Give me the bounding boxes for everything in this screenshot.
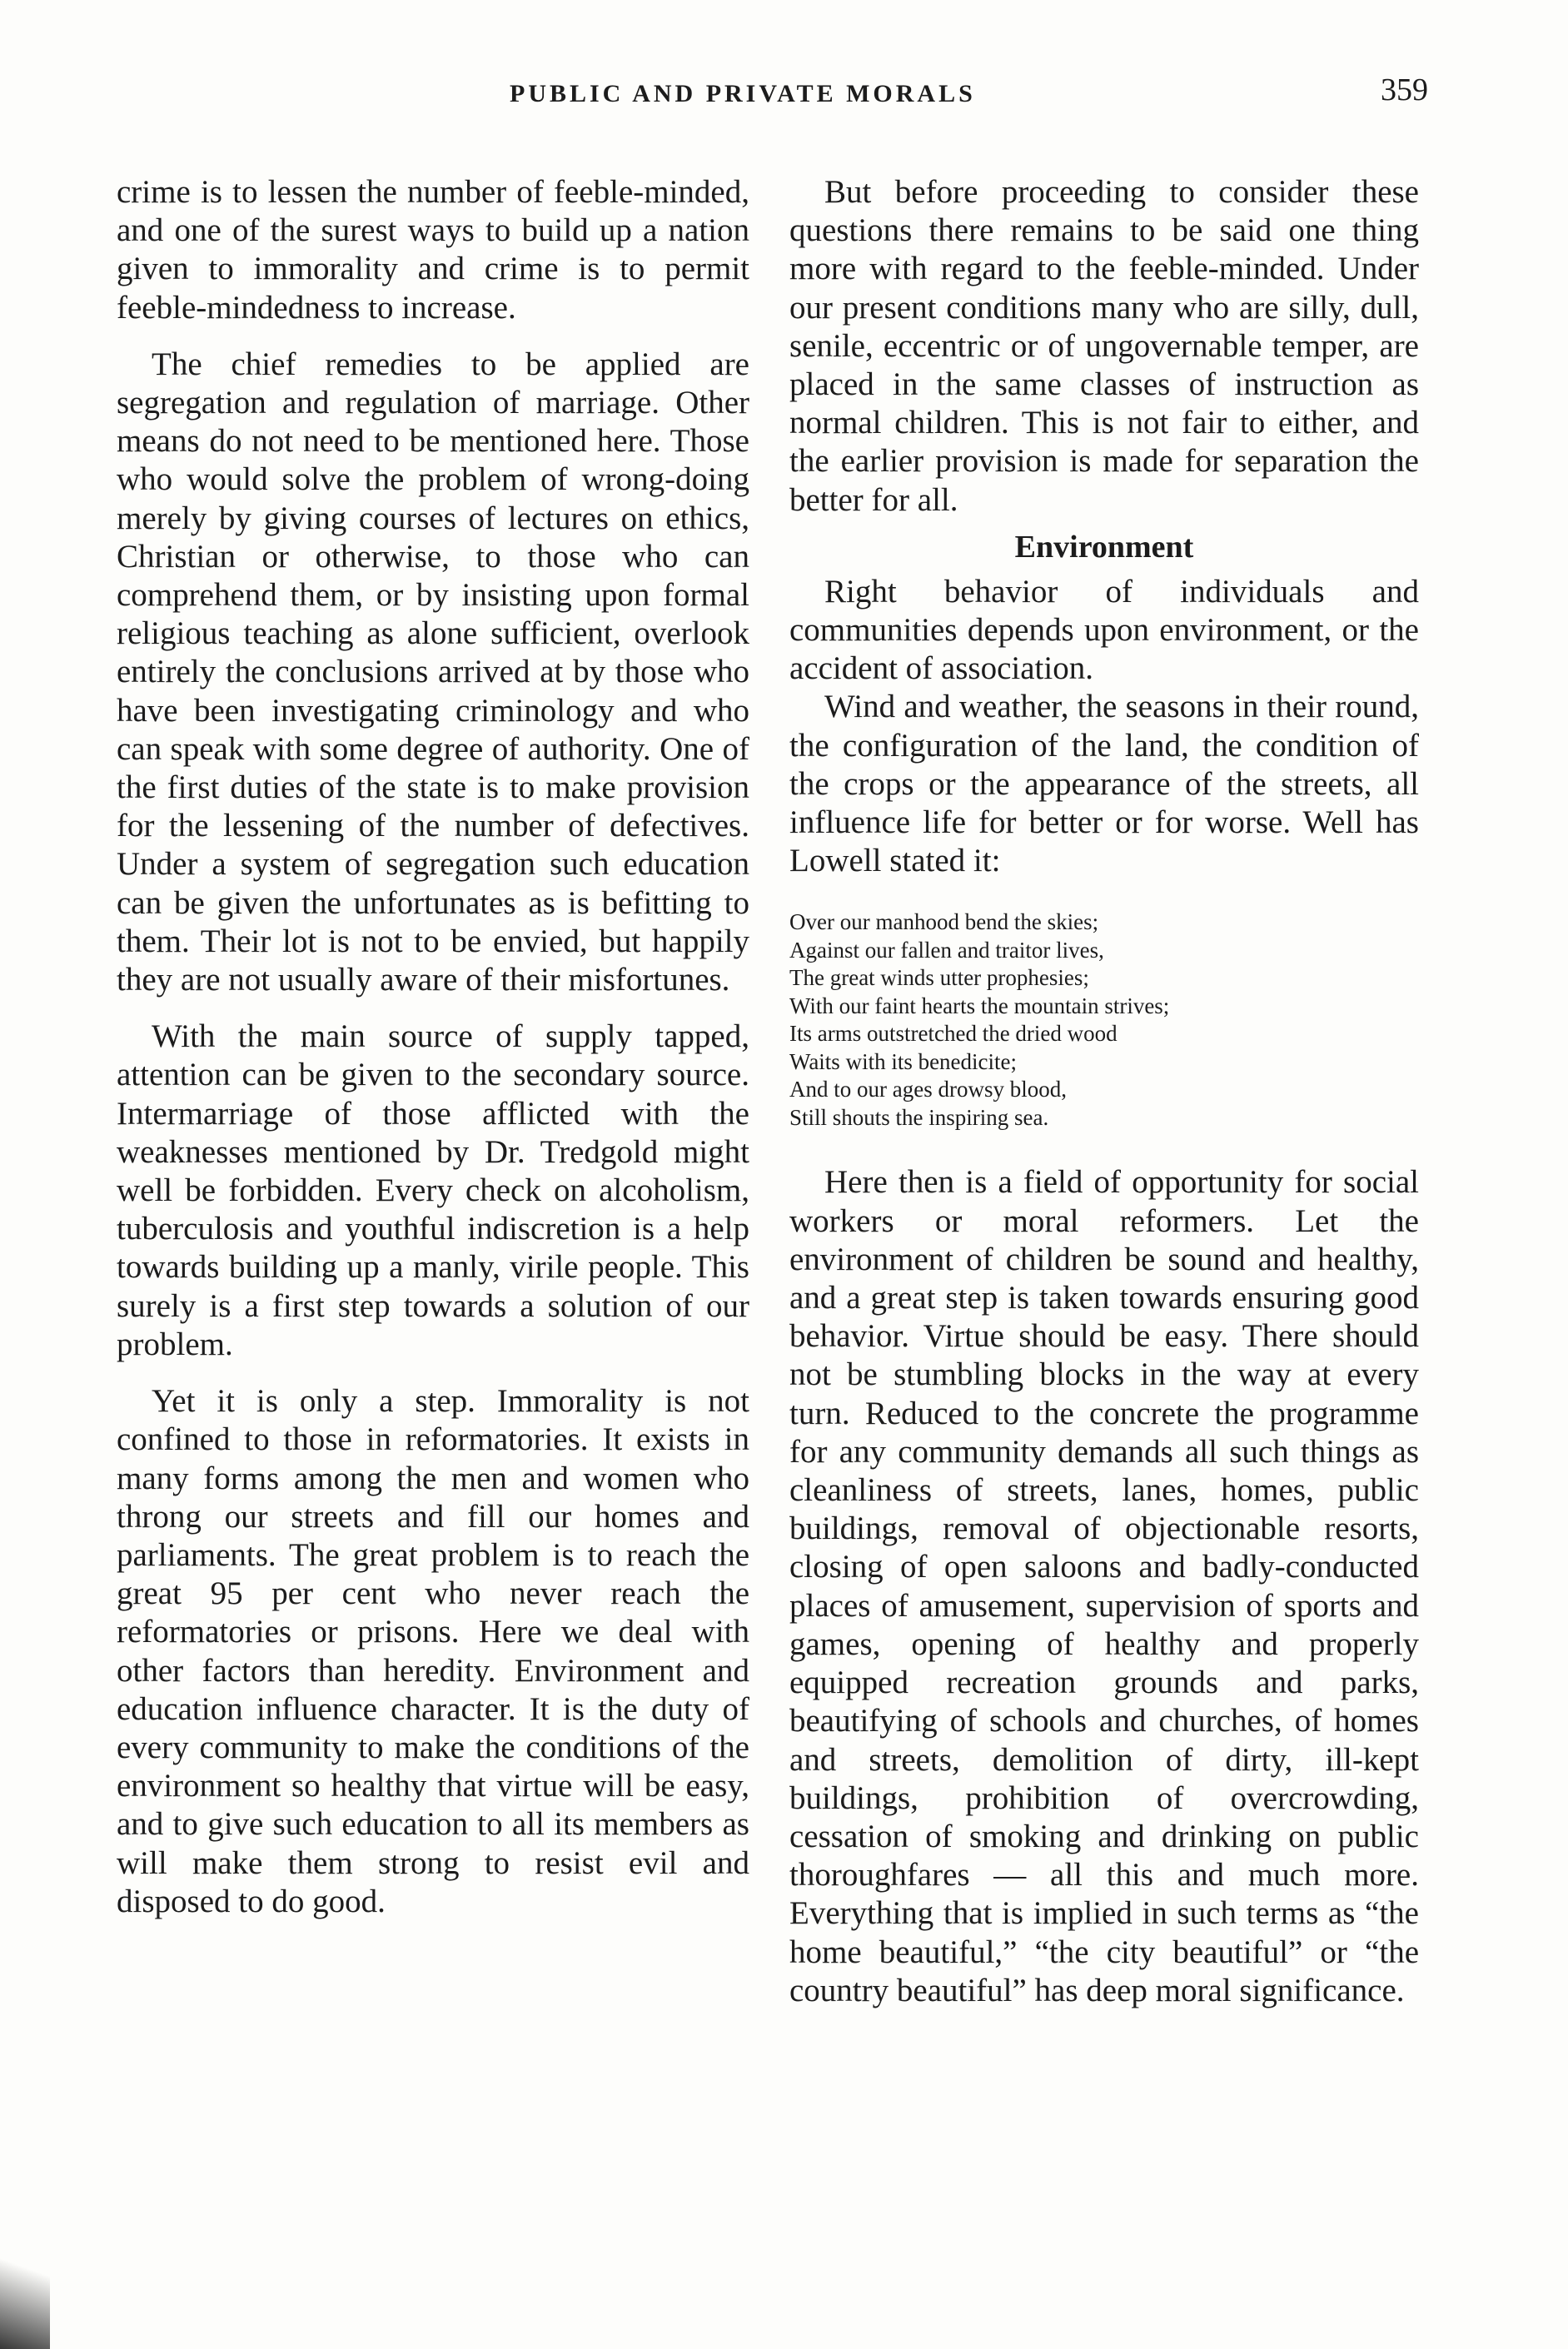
section-heading: Environment — [1014, 529, 1194, 565]
page-number: 359 — [1381, 72, 1428, 107]
poem-quote — [789, 908, 1419, 1132]
poem-line: Waits with its benedicite; — [789, 1048, 1018, 1074]
right-column — [789, 173, 1419, 2010]
poem-line: Over our manhood bend the skies; — [789, 909, 1099, 935]
poem-line: Still shouts the inspiring sea. — [789, 1104, 1049, 1130]
poem-line: Its arms outstretched the dried wood — [789, 1021, 1118, 1047]
poem-line: With our faint hearts the mountain strives; — [789, 993, 1170, 1018]
poem-line: The great winds utter prophesies; — [789, 965, 1089, 991]
paragraph: Here then is a field of opportunity for social workers or moral reformers. Let the environment of children be sound and healthy, and a great step is taken towards ensuring good behavior. Virtue should be easy. There should not be stumbling blocks in the way at every turn. Reduced to the concrete the programme for any community demands all such things as cleanliness of streets, lanes, homes, public buildings, removal of objectionable resorts, closing of open saloons and badly-conducted places of amusement, supervision of sports and games, opening of healthy and properly equipped recreation grounds and parks, beautifying of schools and churches, of homes and streets, demolition of dirty, ill-kept buildings, prohibition of overcrowding, cessation of smoking and drinking on public thoroughfares — all this and much more. Everything that is implied in such terms as “the home beautiful,” “the city beautiful” or “the country beautiful” has deep moral significance. — [789, 1164, 1419, 2008]
poem-line: Against our fallen and traitor lives, — [789, 937, 1104, 963]
poem-line: And to our ages drowsy blood, — [789, 1077, 1067, 1102]
paragraph: The chief remedies to be applied are segregation and regulation of marriage. Other means do not need to be mentioned here. Those who would solve the problem of wrong-doing merely by giving courses of lectures on ethics, Christian or otherwise, to those who can comprehend them, or by insisting upon formal religious teaching as alone sufficient, overlook entirely the conclusions arrived at by those who have been investigating criminology and who can speak with some degree of authority. One of the first duties of the state is to make provision for the lessening of the number of defectives. Under a system of segregation such education can be given the unfortunates as is befitting to them. Their lot is not to be envied, but happily they are not usually aware of their misfortunes. — [117, 346, 749, 998]
paragraph: Right behavior of individuals and communities depends upon environment, or the accident of association. — [789, 573, 1419, 687]
scan-edge-shadow — [0, 2216, 50, 2349]
left-column — [117, 173, 749, 1921]
running-title: PUBLIC AND PRIVATE MORALS — [510, 80, 976, 107]
paragraph: Yet it is only a step. Immorality is not confined to those in reformatories. It exists in many forms among the men and women who throng our streets and fill our homes and parliaments. The great problem is to reach the great 95 per cent who never reach the reformatories or prisons. Here we deal with other factors than heredity. Environment and education influence character. It is the duty of every community to make the conditions of the environment so healthy that virtue will be easy, and to give such education to all its members as will make them strong to resist evil and disposed to do good. — [117, 1383, 749, 1919]
paragraph: With the main source of supply tapped, attention can be given to the secondary source. Intermarriage of those afflicted with the weaknesses mentioned by Dr. Tredgold might well be forbidden. Every check on alcoholism, tuberculosis and youthful indiscretion is a help towards building up a manly, virile people. This surely is a first step towards a solution of our problem. — [117, 1018, 749, 1362]
paragraph: But before proceeding to consider these questions there remains to be said one thing more with regard to the feeble-minded. Under our present conditions many who are silly, dull, senile, eccentric or of ungovernable temper, are placed in the same classes of instruction as normal children. This is not fair to either, and the earlier provision is made for separation the better for all. — [789, 174, 1419, 518]
paragraph: Wind and weather, the seasons in their round, the configuration of the land, the condition of the crops or the appearance of the streets, all influence life for better or for worse. Well has Lowell stated it: — [789, 689, 1419, 879]
paragraph: crime is to lessen the number of feeble-minded, and one of the surest ways to build up a nation given to immorality and crime is to permit feeble-mindedness to increase. — [117, 174, 749, 326]
